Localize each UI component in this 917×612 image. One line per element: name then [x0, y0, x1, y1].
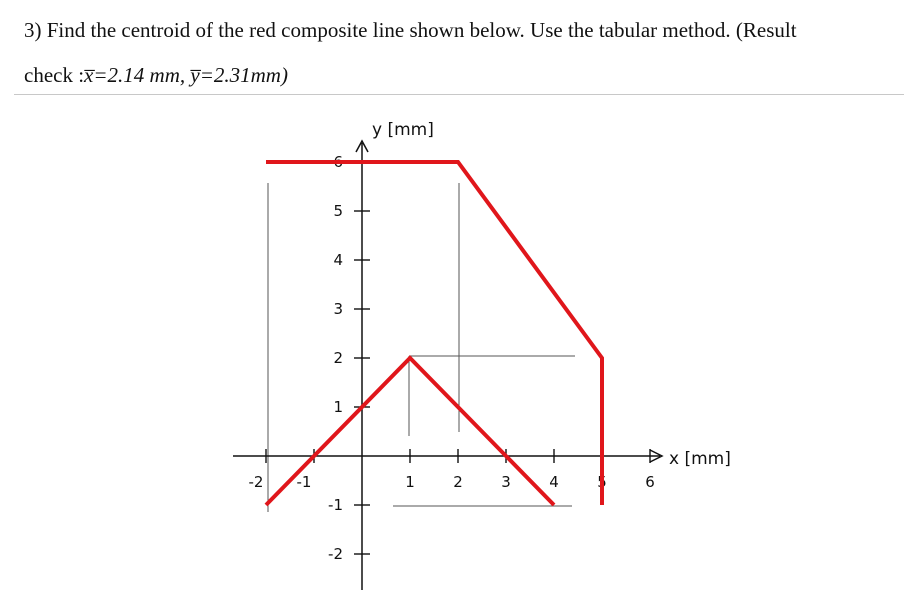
axis-ticks	[266, 162, 650, 554]
x-tick-label: -1	[296, 473, 312, 491]
y-tick-label: 1	[333, 398, 343, 416]
x-tick-label: 5	[597, 473, 607, 491]
y-tick-label: 3	[333, 300, 343, 318]
x-tick-label: 1	[405, 473, 415, 491]
y-axis-label: y [mm]	[372, 120, 434, 140]
x-tick-label: -2	[248, 473, 264, 491]
question-line-1: 3) Find the centroid of the red composite line shown below. Use the tabular method. (Result	[24, 18, 797, 42]
result-check-prefix: check :	[24, 63, 85, 87]
y-tick-label: 2	[333, 349, 343, 367]
x-tick-label: 3	[501, 473, 511, 491]
y-tick-label: 6	[333, 153, 343, 171]
xbar-value: =2.14 mm,	[93, 63, 186, 87]
y-tick-label: 4	[333, 251, 343, 269]
xbar-symbol: x̅	[84, 63, 94, 87]
x-tick-label: 4	[549, 473, 559, 491]
x-axis-label: x [mm]	[669, 449, 731, 469]
y-tick-label: -1	[328, 496, 343, 514]
y-tick-label: 5	[333, 202, 343, 220]
axis-tick-labels	[249, 153, 655, 563]
ybar-symbol: y̅	[190, 63, 200, 87]
axes	[233, 141, 662, 590]
x-tick-label: 6	[645, 473, 655, 491]
x-tick-label: 2	[453, 473, 463, 491]
ybar-value: =2.31mm)	[199, 63, 288, 87]
y-tick-label: -2	[328, 545, 343, 563]
